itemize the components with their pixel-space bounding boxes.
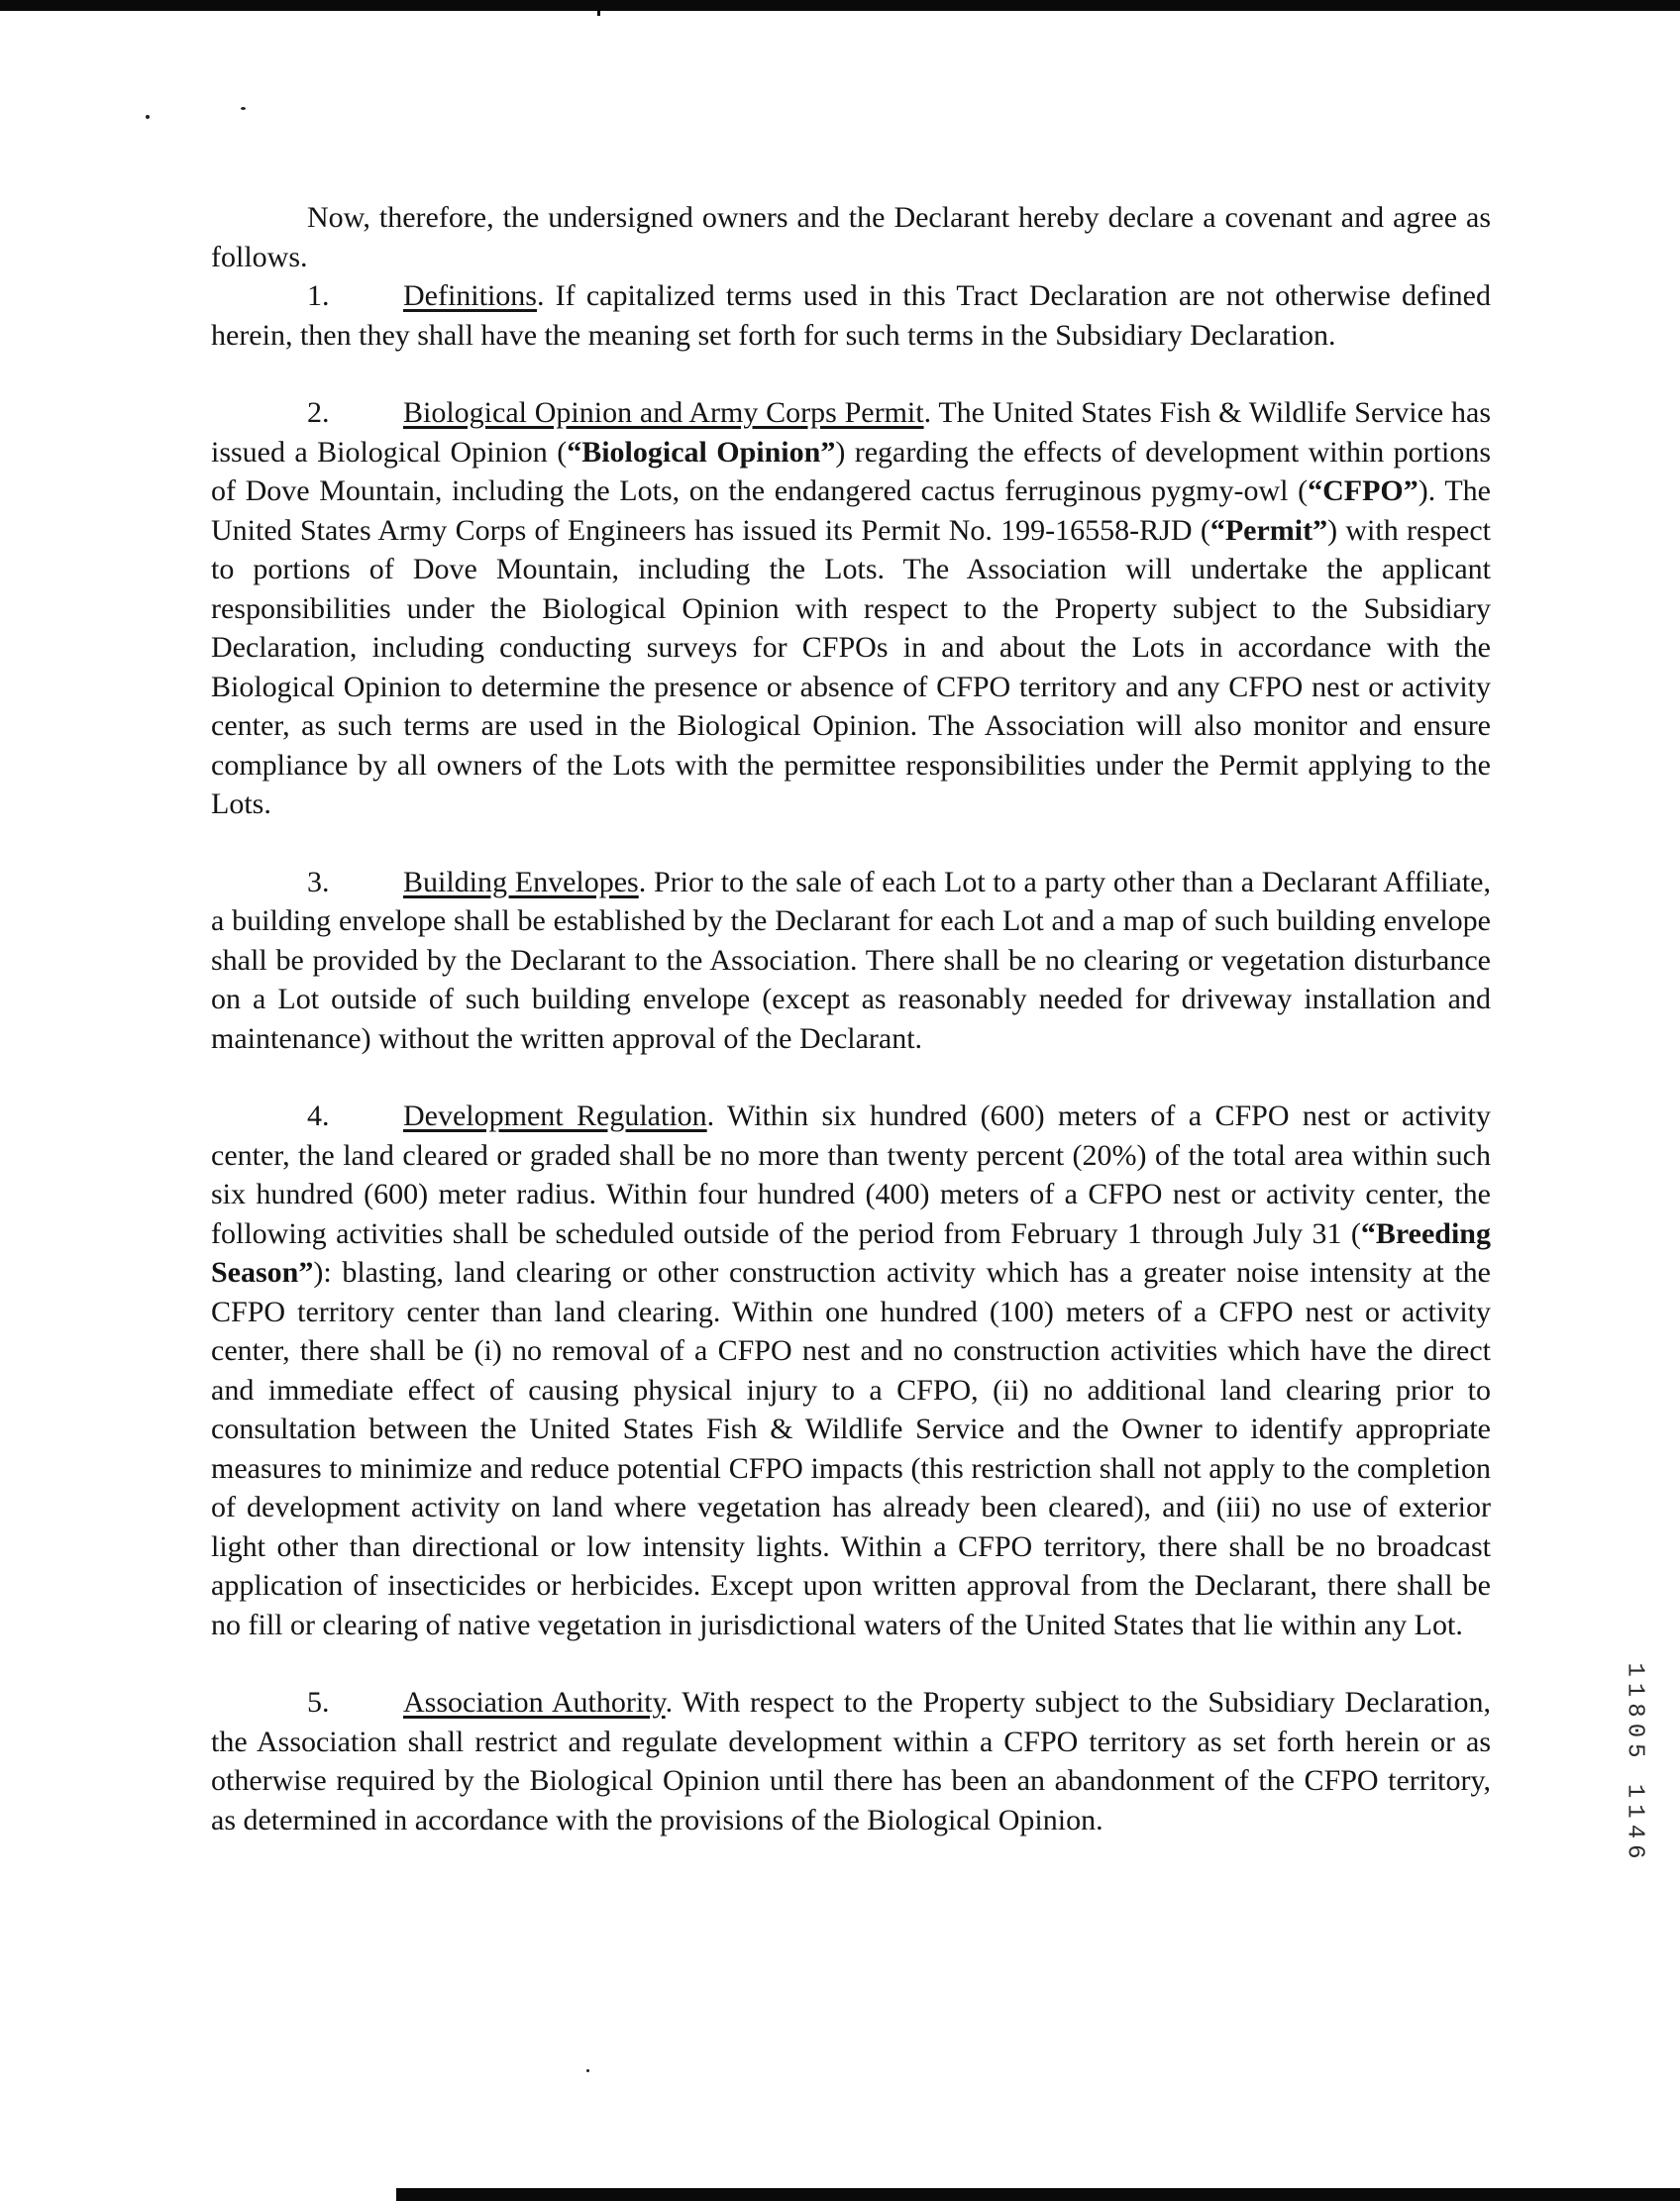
section-4 — [211, 1097, 1491, 1644]
section-heading: Building Envelopes — [403, 865, 639, 898]
defined-term: “Permit” — [1209, 513, 1328, 547]
margin-stamp — [1615, 1575, 1654, 1951]
section-heading: Definitions — [403, 279, 537, 312]
section-heading: Development Regulation — [403, 1100, 707, 1132]
opening-paragraph: Now, therefore, the undersigned owners and the Declarant hereby declare a covenant and agree as follows. — [211, 201, 1491, 273]
section-number: 1. — [307, 279, 330, 312]
section-text: . Within six hundred (600) meters of a CFPO nest or activity center, the land cleared or graded shall be no more than twenty percent (20%) of the total area within such six hundred (600) meter radius. Within four hundred (400) meters of a CFPO nest or activity center, the following activities shall be scheduled outside of the period from February 1 through July 31 ( — [211, 1100, 1492, 1250]
section-2 — [211, 393, 1491, 824]
section-heading: Biological Opinion and Army Corps Permit — [403, 396, 924, 429]
section-text: ). The United States Army Corps of Engineers has issued its Permit No. 199-16558-RJD ( — [211, 474, 1491, 547]
top-scan-notch — [597, 0, 600, 16]
section-number: 5. — [307, 1686, 330, 1719]
section-number: 3. — [307, 865, 330, 898]
section-3 — [211, 863, 1491, 1059]
document-body — [211, 198, 1491, 1839]
section-heading: Association Authority — [403, 1686, 666, 1719]
section-number: 4. — [307, 1100, 330, 1132]
defined-term: “CFPO” — [1308, 474, 1418, 507]
section-text: ) with respect to portions of Dove Mountain, including the Lots. The Association will undertake the applicant responsibilities under the Biological Opinion with respect to the Property subject to the Subsidiary Declaration, including conducting surveys for CFPOs in and about the Lots in accordance with the Biological Opinion to determine the presence or absence of CFPO territory and any CFPO nest or activity center, as such terms are used in the Biological Opinion. The Association will also monitor and ensure compliance by all owners of the Lots with the permittee responsibilities under the Permit applying to the Lots. — [211, 513, 1491, 820]
section-text: ) regarding the effects of development within portions of Dove Mountain, including the Lots, on the endangered cactus ferruginous pygmy-owl ( — [211, 435, 1491, 507]
bottom-scan-border — [396, 2188, 1680, 2201]
defined-term: “Breeding Season” — [211, 1216, 1491, 1289]
section-text: . With respect to the Property subject to the Subsidiary Declaration, the Association shall restrict and regulate development within a CFPO territory as set forth herein or as otherwise required by the Biological Opinion until there has been an abandonment of the CFPO territory, as determined in accordance with the provisions of the Biological Opinion. — [211, 1686, 1491, 1836]
defined-term: “Biological Opinion” — [567, 435, 836, 469]
section-number: 2. — [307, 396, 330, 429]
section-text: . If capitalized terms used in this Tract Declaration are not otherwise defined herein, then they shall have the meaning set forth for such terms in the Subsidiary Declaration. — [211, 279, 1491, 352]
section-text: . The United States Fish & Wildlife Service has issued a Biological Opinion ( — [211, 396, 1491, 469]
scan-speck — [146, 115, 150, 119]
scan-speck — [241, 107, 246, 110]
scan-speck — [586, 2069, 589, 2072]
section-text: ): blasting, land clearing or other construction activity which has a greater noise intensity at the CFPO territory center than land clearing. Within one hundred (100) meters of a CFPO nest or activity center, there shall be (i) no removal of a CFPO nest and no construction activities which have the direct and immediate effect of causing physical injury to a CFPO, (ii) no additional land clearing prior to consultation between the United States Fish & Wildlife Service and the Owner to identify appropriate measures to minimize and reduce potential CFPO impacts (this restriction shall not apply to the completion of development activity on land where vegetation has already been cleared), and (iii) no use of exterior light other than directional or low intensity lights. Within a CFPO territory, there shall be no broadcast application of insecticides or herbicides. Except upon written approval from the Declarant, there shall be no fill or clearing of native vegetation in jurisdictional waters of the United States that lie within any Lot. — [211, 1256, 1491, 1641]
section-5 — [211, 1683, 1491, 1839]
numbered-sections — [211, 276, 1491, 1839]
section-1 — [211, 276, 1491, 355]
top-scan-border — [0, 0, 1680, 11]
section-text: . Prior to the sale of each Lot to a party other than a Declarant Affiliate, a building envelope shall be established by the Declarant for each Lot and a map of such building envelope shall be provided by the Declarant to the Association. There shall be no clearing or vegetation disturbance on a Lot outside of such building envelope (except as reasonably needed for driveway installation and maintenance) without the written approval of the Declarant. — [211, 865, 1491, 1055]
margin-stamp-text: 11805 1146 — [1621, 1661, 1648, 1865]
